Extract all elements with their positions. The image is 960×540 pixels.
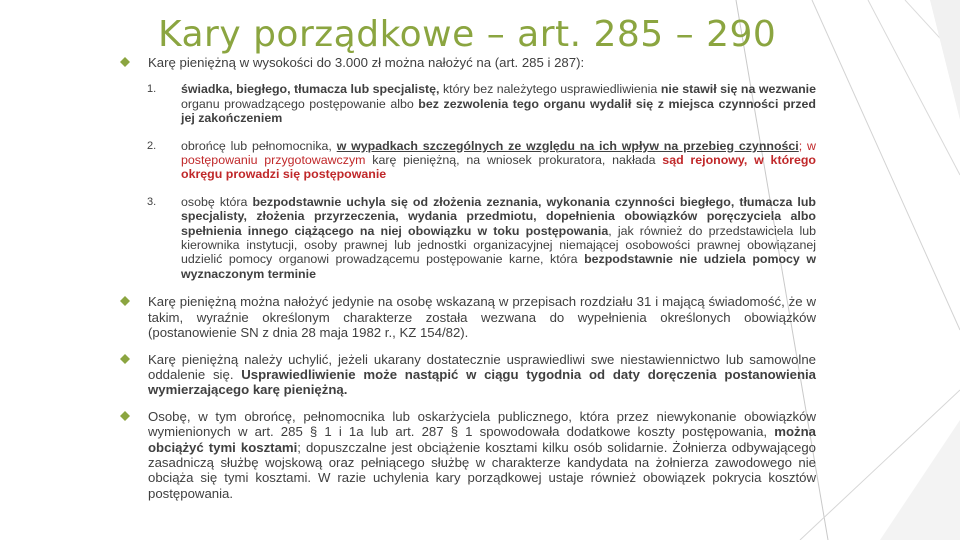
slide-content xyxy=(118,55,816,501)
item-number: 3. xyxy=(147,195,157,208)
bullet-text-bold: Usprawiedliwienie może nastąpić w ciągu tygodnia od daty doręczenia postanowienia wymierzającego karę pieniężną. xyxy=(148,366,816,398)
item-text-bold: bez zezwolenia tego organu wydalił się z miejsca czynności przed jej zakończeniem xyxy=(181,96,816,126)
item-text-red-bold: sąd xyxy=(662,153,684,168)
item-text: organu prowadzącego postępowanie albo xyxy=(181,96,419,111)
bullet-awareness xyxy=(118,294,816,340)
item-text-underlined: w wypadkach szczególnych ze względu na ich wpływ na przebieg czynności xyxy=(336,138,799,153)
item-text-bold: nie stawił się na wezwanie xyxy=(660,82,816,97)
diamond-icon xyxy=(120,354,130,364)
item-text: obrońcę lub pełnomocnika, xyxy=(181,138,332,153)
item-number: 2. xyxy=(147,139,157,152)
numbered-item-3 xyxy=(118,195,816,281)
item-text: który bez należytego usprawiedliwienia xyxy=(439,82,661,97)
diamond-icon xyxy=(120,411,130,421)
item-text-bold: bezpodstawnie uchyla się od złożenia zeznania, wykonania czynności biegłego, tłumacza lub specjalisty, złożenia przyrzeczenia, wydania przedmiotu, dopełnienia obowiązków poręczyciela albo spełnienia innego ciążącego na niej obowiązku w toku postępowania xyxy=(181,194,816,238)
numbered-item-2 xyxy=(118,139,816,182)
bullet-text: Karę pieniężną w wysokości do 3.000 zł można nałożyć na (art. 285 i 287): xyxy=(148,55,585,70)
bullet-text: Karę pieniężną można nałożyć jedynie na osobę wskazaną w przepisach rozdziału 31 i mającą świadomość, że w takim, wyraźnie określonym charakterze została wezwana do wypełnienia określonych obowiązków (postanowienie SN z dnia 28 maja 1982 r., KZ 154/82). xyxy=(148,294,816,341)
bullet-revocation xyxy=(118,352,816,398)
diamond-icon xyxy=(120,296,130,306)
item-text: osobę która xyxy=(181,194,253,209)
slide-title: Kary porządkowe – art. 285 – 290 xyxy=(158,14,777,55)
item-text: , jak również do przedstawiciela lub kierownika instytucji, osoby prawnej lub jednostki organizacyjnej niemającej osobowości prawnej obowiązanej udzielić pomocy organowi prowadzącemu postępowanie karne, która xyxy=(181,223,816,267)
bullet-text: Osobę, w tym obrońcę, pełnomocnika lub oskarżyciela publicznego, która przez niewykonanie obowiązków wymienionych w art. 285 § 1 i 1a lub art. 287 § 1 spowodowała dodatkowe koszty postępowania, xyxy=(148,408,816,440)
item-text-red: ; w postępowaniu przygotowawczym xyxy=(181,138,816,168)
item-number: 1. xyxy=(147,83,157,96)
item-text-bold: bezpodstawnie nie udziela pomocy w wyznaczonym terminie xyxy=(181,252,816,281)
bullet-text: Karę pieniężną należy uchylić, jeżeli ukarany dostatecznie usprawiedliwi swe niestawiennictwo lub samowolne oddalenie się. xyxy=(148,351,816,382)
diamond-icon xyxy=(120,57,130,67)
item-text: karę pieniężną, na wniosek prokuratora, nakłada xyxy=(365,153,663,168)
item-text-bold: świadka, biegłego, tłumacza lub specjalistę, xyxy=(181,82,440,97)
bullet-text-bold: można obciążyć tymi kosztami xyxy=(148,424,816,455)
bullet-costs xyxy=(118,409,816,501)
item-text-red-bold: rejonowy, w którego okręgu prowadzi się postępowanie xyxy=(181,153,816,182)
bullet-fine-amount xyxy=(118,55,816,70)
numbered-item-1 xyxy=(118,82,816,125)
bullet-text: ; dopuszczalne jest obciążenie kosztami kilku osób solidarnie. Żołnierza odbywającego zasadniczą służbę wojskową oraz pełniącego służbę w charakterze kandydata na żołnierza zawodowego nie obciąża się tymi kosztami. W razie uchylenia kary porządkowej ustaje również obowiązek pokrycia kosztów postępowania. xyxy=(148,439,816,501)
